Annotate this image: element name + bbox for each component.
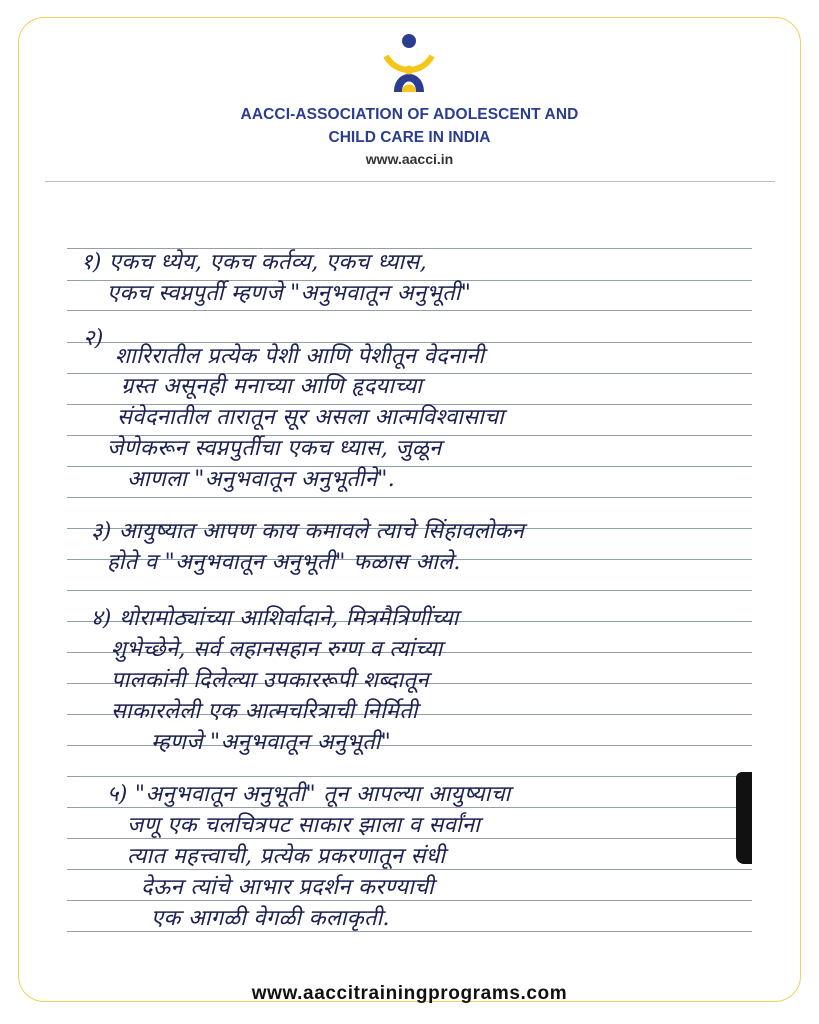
org-name-line2: CHILD CARE IN INDIA <box>328 129 491 146</box>
note-line: ३) आयुष्यात आपण काय कमावले त्याचे सिंहावलोकन <box>91 519 525 544</box>
note-line: शुभेच्छेने, सर्व लहानसहान रुग्ण व त्यांच्या <box>111 637 443 662</box>
note-line: शारिरातील प्रत्येक पेशी आणि पेशीतून वेदनानी <box>115 344 485 369</box>
note-line: ४) थोरामोठ्यांच्या आशिर्वादाने, मित्रमैत्रिणींच्या <box>91 606 459 631</box>
note-line: जेणेकरून स्वप्नपुर्तीचा एकच ध्यास, जुळून <box>107 436 442 461</box>
org-name-line1: AACCI-ASSOCIATION OF ADOLESCENT AND <box>240 106 579 123</box>
note-line: ५) "अनुभवातून अनुभूती" तून आपल्या आयुष्याचा <box>107 782 511 807</box>
note-line: एकच स्वप्नपुर्ती म्हणजे "अनुभवातून अनुभूती" <box>107 281 472 306</box>
header-divider <box>45 181 775 182</box>
note-line: म्हणजे "अनुभवातून अनुभूती" <box>151 730 392 755</box>
note-line: पालकांनी दिलेल्या उपकाररूपी शब्दातून <box>111 668 429 693</box>
note-line: होते व "अनुभवातून अनुभूती" फळास आले. <box>107 550 461 575</box>
note-line: १) एकच ध्येय, एकच कर्तव्य, एकच ध्यास, <box>81 250 427 275</box>
note-line: देऊन त्यांचे आभार प्रदर्शन करण्याची <box>141 875 435 900</box>
ink-blot <box>736 772 752 864</box>
note-line: एक आगळी वेगळी कलाकृती. <box>151 906 390 931</box>
aacci-family-logo-icon <box>376 30 442 100</box>
note-line: साकारलेली एक आत्मचरित्राची निर्मिती <box>111 699 418 724</box>
footer-website[interactable]: www.aaccitrainingprograms.com <box>251 983 568 1004</box>
handwritten-note <box>67 222 752 958</box>
note-line: ग्रस्त असूनही मनाच्या आणि हृदयाच्या <box>121 374 423 399</box>
website-header[interactable]: www.aacci.in <box>365 151 454 167</box>
note-line: आणला "अनुभवातून अनुभूतीने". <box>127 467 396 492</box>
note-line: २) <box>83 326 104 351</box>
note-line: संवेदनातील तारातून सूर असला आत्मविश्वासाचा <box>117 405 505 430</box>
note-line: जणू एक चलचित्रपट साकार झाला व सर्वांना <box>127 813 481 838</box>
note-line: त्यात महत्त्वाची, प्रत्येक प्रकरणातून संधी <box>127 844 446 869</box>
